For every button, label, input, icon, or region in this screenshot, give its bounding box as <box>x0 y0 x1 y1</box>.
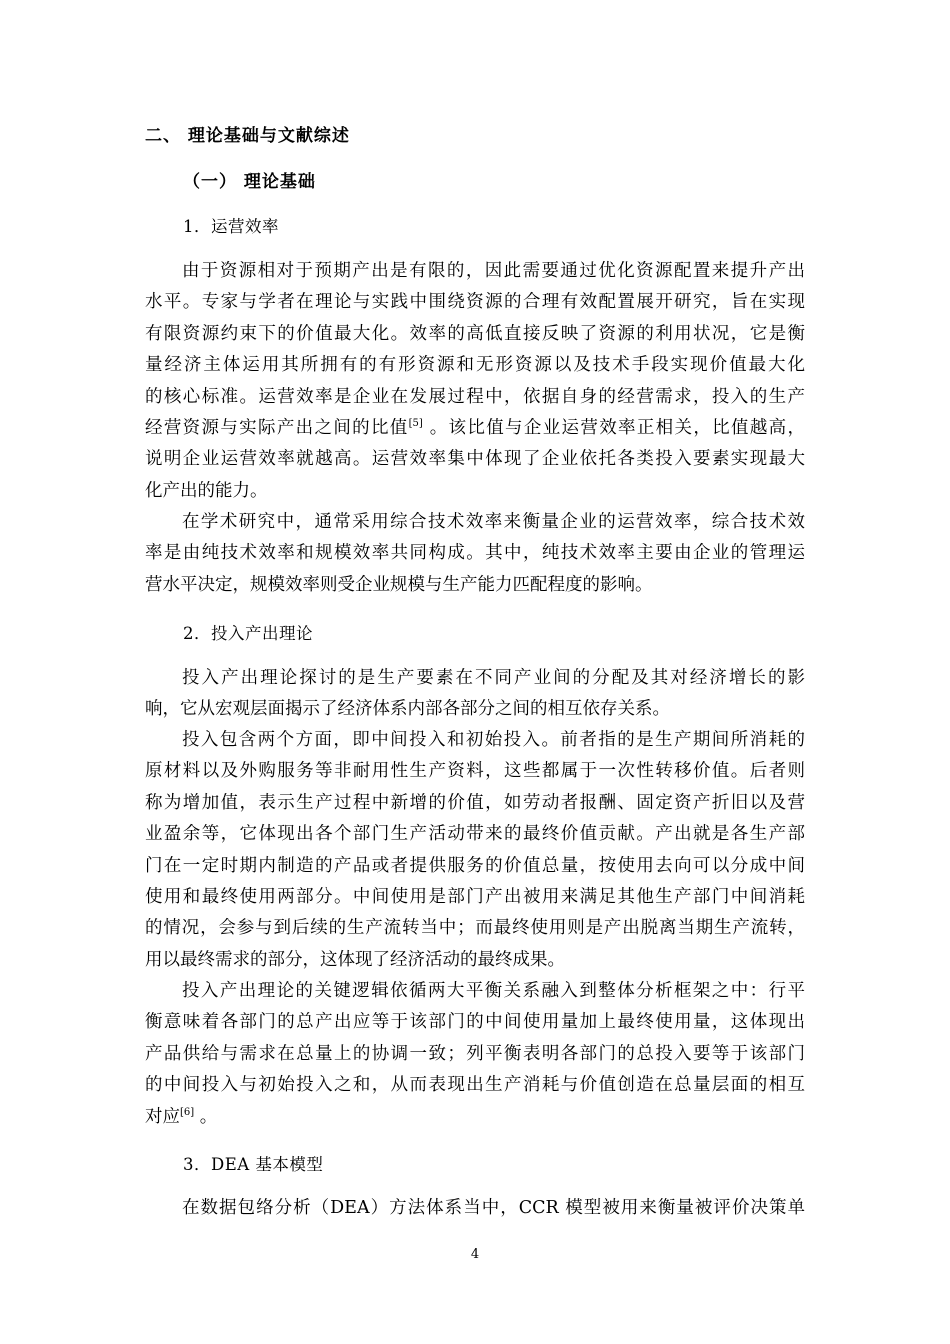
subsection-heading: （一） 理论基础 <box>183 172 316 192</box>
citation-ref: [5] <box>408 417 423 429</box>
text-line <box>145 1102 805 1133</box>
paragraph-4 <box>145 725 805 976</box>
subsection-title-2: 2．投入产出理论 <box>183 624 313 643</box>
paragraph-5 <box>145 976 805 1133</box>
text-line: 的中间投入与初始投入之和，从而表现出生产消耗与价值创造在总量层面的相互 <box>145 1075 805 1096</box>
text-line: 的核心标准。运营效率是企业在发展过程中，依据自身的经营需求，投入的生产 <box>145 386 805 407</box>
citation-ref: [6] <box>180 1106 195 1118</box>
paragraph-1 <box>145 256 805 507</box>
text-line: 的情况，会参与到后续的生产流转当中；而最终使用则是产出脱离当期生产流转， <box>145 918 805 939</box>
text-line: 产品供给与需求在总量上的协调一致；列平衡表明各部门的总投入要等于该部门 <box>145 1043 805 1064</box>
page-number: 4 <box>470 1247 480 1262</box>
text-line: 投入产出理论探讨的是生产要素在不同产业间的分配及其对经济增长的影 <box>182 668 805 688</box>
paragraph-6 <box>145 1193 805 1224</box>
text-span: 对应 <box>145 1106 180 1127</box>
text-line: 在学术研究中，通常采用综合技术效率来衡量企业的运营效率，综合技术效 <box>182 512 805 532</box>
text-line: 水平。专家与学者在理论与实践中围绕资源的合理有效配置展开研究，旨在实现 <box>145 292 805 313</box>
text-line: 率是由纯技术效率和规模效率共同构成。其中，纯技术效率主要由企业的管理运 <box>145 543 805 564</box>
text-line: 衡意味着各部门的总产出应等于该部门的中间使用量加上最终使用量，这体现出 <box>145 1012 805 1033</box>
text-line <box>145 413 805 444</box>
text-span: 。该比值与企业运营效率正相关，比值越高， <box>422 417 806 438</box>
text-line: 有限资源约束下的价值最大化。效率的高低直接反映了资源的利用状况，它是衡 <box>145 323 805 344</box>
text-line: 投入产出理论的关键逻辑依循两大平衡关系融入到整体分析框架之中：行平 <box>182 981 805 1001</box>
text-line: 营水平决定，规模效率则受企业规模与生产能力匹配程度的影响。 <box>145 574 653 595</box>
text-line: 说明企业运营效率就越高。运营效率集中体现了企业依托各类投入要素实现最大 <box>145 449 805 470</box>
text-line: 量经济主体运用其所拥有的有形资源和无形资源以及技术手段实现价值最大化 <box>145 355 805 376</box>
section-heading: 二、 理论基础与文献综述 <box>145 126 350 146</box>
text-line: 使用和最终使用两部分。中间使用是部门产出被用来满足其他生产部门中间消耗 <box>145 886 805 907</box>
text-line: 在数据包络分析（DEA）方法体系当中，CCR 模型被用来衡量被评价决策单 <box>182 1198 805 1218</box>
text-span: 。 <box>194 1106 218 1127</box>
text-line: 响，它从宏观层面揭示了经济体系内部各部分之间的相互依存关系。 <box>145 699 670 720</box>
text-line: 用以最终需求的部分，这体现了经济活动的最终成果。 <box>145 949 565 970</box>
text-line: 化产出的能力。 <box>145 480 268 501</box>
text-line: 投入包含两个方面，即中间投入和初始投入。前者指的是生产期间所消耗的 <box>182 730 805 750</box>
text-span: 经营资源与实际产出之间的比值 <box>145 417 409 438</box>
text-line: 门在一定时期内制造的产品或者提供服务的价值总量，按使用去向可以分成中间 <box>145 855 805 876</box>
subsection-title-3: 3．DEA 基本模型 <box>183 1155 324 1174</box>
paragraph-2 <box>145 507 805 601</box>
text-line: 称为增加值，表示生产过程中新增的价值，如劳动者报酬、固定资产折旧以及营 <box>145 792 805 813</box>
text-line: 由于资源相对于预期产出是有限的，因此需要通过优化资源配置来提升产出 <box>182 261 805 281</box>
text-line: 业盈余等，它体现出各个部门生产活动带来的最终价值贡献。产出就是各生产部 <box>145 824 805 845</box>
text-line: 原材料以及外购服务等非耐用性生产资料，这些都属于一次性转移价值。后者则 <box>145 761 805 782</box>
subsection-title-1: 1．运营效率 <box>183 217 279 236</box>
paragraph-3 <box>145 663 805 726</box>
